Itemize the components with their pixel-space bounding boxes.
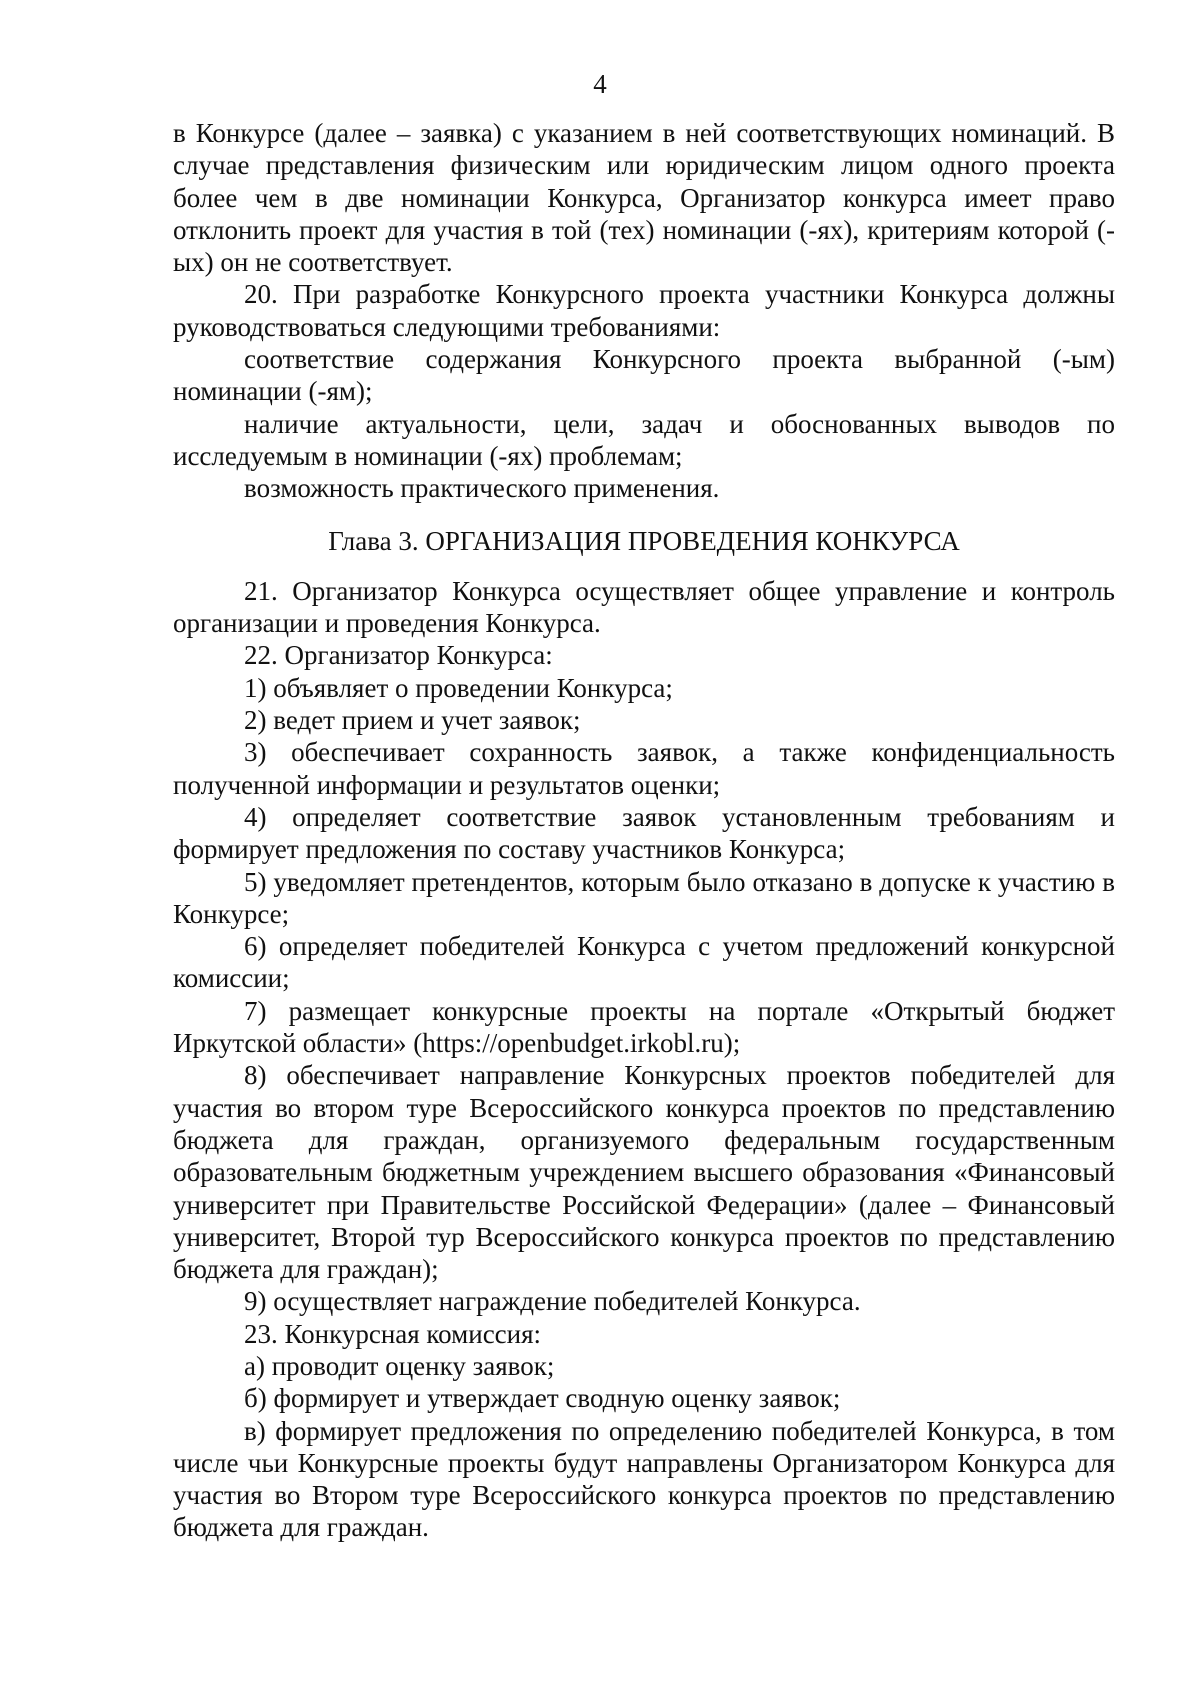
paragraph: 1) объявляет о проведении Конкурса; [244, 672, 673, 703]
paragraph: 6) определяет победителей Конкурса с учетом предложений конкурсной комиссии; [173, 931, 1115, 994]
section-before-chapter [173, 117, 1115, 505]
paragraph: 23. Конкурсная комиссия: [244, 1318, 542, 1349]
paragraph: 3) обеспечивает сохранность заявок, а также конфиденциальность полученной информации и результатов оценки; [173, 737, 1115, 800]
page-number: 4 [593, 69, 607, 99]
paragraph: 8) обеспечивает направление Конкурсных проектов победителей для участия во втором туре Всероссийского конкурса проектов по представлению бюджета для граждан, организуемого федеральным государственным образовательным бюджетным учреждением высшего образования «Финансовый университет при Правительстве Российской Федерации» (далее – Финансовый университет, Второй тур Всероссийского конкурса проектов по представлению бюджета для граждан); [173, 1060, 1115, 1285]
paragraph: б) формирует и утверждает сводную оценку заявок; [244, 1383, 841, 1414]
paragraph: 2) ведет прием и учет заявок; [244, 705, 581, 736]
paragraph: 7) размещает конкурсные проекты на портале «Открытый бюджет Иркутской области» (https://openbudget.irkobl.ru); [173, 995, 1115, 1059]
paragraph: соответствие содержания Конкурсного проекта выбранной (-ым) номинации (-ям); [173, 344, 1115, 407]
paragraph: 22. Организатор Конкурса: [244, 640, 553, 671]
document-body [173, 117, 1115, 1544]
paragraph: в) формирует предложения по определению победителей Конкурса, в том числе чьи Конкурсные проекты будут направлены Организатором Конкурса для участия во Втором туре Всероссийского конкурса проектов по представлению бюджета для граждан. [173, 1415, 1115, 1543]
chapter-title: Глава 3. ОРГАНИЗАЦИЯ ПРОВЕДЕНИЯ КОНКУРСА [328, 525, 960, 556]
paragraph: наличие актуальности, цели, задач и обоснованных выводов по исследуемым в номинации (-ях) проблемам; [173, 408, 1115, 471]
paragraph: в Конкурсе (далее – заявка) с указанием в ней соответствующих номинаций. В случае представления физическим или юридическим лицом одного проекта более чем в две номинации Конкурса, Организатор конкурса имеет право отклонить проект для участия в той (тех) номинации (-ях), критериям которой (-ых) он не соответствует. [173, 118, 1115, 278]
paragraph: 9) осуществляет награждение победителей Конкурса. [244, 1286, 861, 1317]
paragraph: 5) уведомляет претендентов, которым было отказано в допуске к участию в Конкурсе; [173, 866, 1115, 929]
paragraph: возможность практического применения. [244, 473, 720, 504]
section-after-chapter [173, 575, 1115, 1544]
paragraph: 4) определяет соответствие заявок установленным требованиям и формирует предложения по составу участников Конкурса; [173, 801, 1115, 865]
paragraph: а) проводит оценку заявок; [244, 1350, 555, 1381]
paragraph: 21. Организатор Конкурса осуществляет общее управление и контроль организации и проведения Конкурса. [173, 575, 1115, 639]
paragraph: 20. При разработке Конкурсного проекта участники Конкурса должны руководствоваться следующими требованиями: [173, 279, 1115, 342]
